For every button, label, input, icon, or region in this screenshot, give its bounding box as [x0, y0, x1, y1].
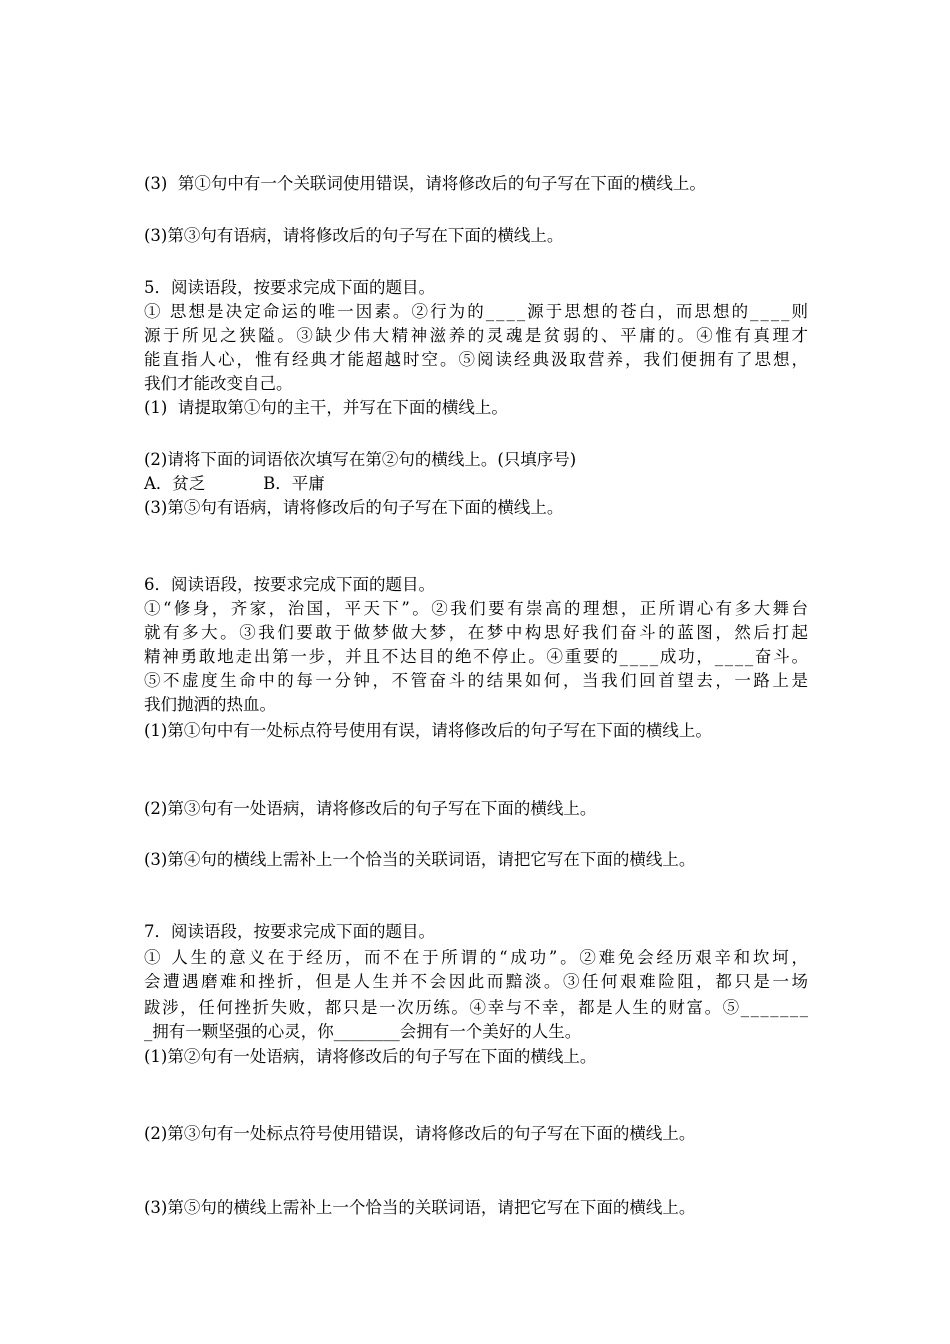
q5-heading: 5．阅读语段，按要求完成下面的题目。 — [144, 278, 435, 297]
q6-sub3-prompt: (3)第④句的横线上需补上一个恰当的关联词语，请把它写在下面的横线上。 — [144, 850, 696, 869]
q7-sub2-prompt: (2)第③句有一处标点符号使用错误，请将修改后的句子写在下面的横线上。 — [144, 1124, 696, 1143]
q4-sub3-prompt: (3) 第①句中有一个关联词使用错误，请将修改后的句子写在下面的横线上。 — [144, 174, 706, 193]
q5-sub2-prompt: (2)请将下面的词语依次填写在第②句的横线上。(只填序号) — [144, 450, 577, 469]
q6-passage-line-3: 精神勇敢地走出第一步，并且不达目的绝不停止。④重要的____成功，____奋斗。 — [144, 647, 810, 666]
q7-sub1-prompt: (1)第②句有一处语病，请将修改后的句子写在下面的横线上。 — [144, 1047, 597, 1066]
q4-sub3b-prompt: (3)第③句有语病，请将修改后的句子写在下面的横线上。 — [144, 226, 564, 245]
q5-sub1-prompt: (1) 请提取第①句的主干，并写在下面的横线上。 — [144, 398, 508, 417]
q7-passage-line-1: ① 人生的意义在于经历，而不在于所谓的“成功”。②难免会经历艰辛和坎坷， — [144, 948, 811, 967]
q6-sub1-prompt: (1)第①句中有一处标点符号使用有误，请将修改后的句子写在下面的横线上。 — [144, 721, 712, 740]
q5-passage-line-1: ① 思想是决定命运的唯一因素。②行为的____源于思想的苍白，而思想的____则 — [144, 302, 811, 321]
q6-passage-line-1: ①“修身，齐家，治国，平天下”。②我们要有崇高的理想，正所谓心有多大舞台 — [144, 599, 811, 618]
q6-passage-line-5: 我们抛洒的热血。 — [144, 695, 276, 714]
q5-passage-line-2: 源于所见之狭隘。③缺少伟大精神滋养的灵魂是贫弱的、平庸的。④惟有真理才 — [144, 326, 811, 345]
q5-sub3-prompt: (3)第⑤句有语病，请将修改后的句子写在下面的横线上。 — [144, 498, 564, 517]
q5-passage-line-3: 能直指人心，惟有经典才能超越时空。⑤阅读经典汲取营养，我们便拥有了思想， — [144, 350, 810, 369]
q7-heading: 7．阅读语段，按要求完成下面的题目。 — [144, 922, 435, 941]
q7-passage-line-2: 会遭遇磨难和挫折，但是人生并不会因此而黯淡。③任何艰难险阻，都只是一场 — [144, 972, 811, 991]
q6-passage-line-2: 就有多大。③我们要敢于做梦做大梦，在梦中构思好我们奋斗的蓝图，然后打起 — [144, 623, 811, 642]
q6-heading: 6．阅读语段，按要求完成下面的题目。 — [144, 575, 435, 594]
q6-passage-line-4: ⑤不虚度生命中的每一分钟，不管奋斗的结果如何，当我们回首望去，一路上是 — [144, 671, 811, 690]
q5-sub2-options: A．贫乏 B．平庸 — [144, 474, 325, 493]
q6-sub2-prompt: (2)第③句有一处语病，请将修改后的句子写在下面的横线上。 — [144, 799, 597, 818]
q7-passage-line-3: 跋涉，任何挫折失败，都只是一次历练。④幸与不幸，都是人生的财富。⑤_______ — [144, 998, 810, 1017]
q7-passage-line-4: _拥有一颗坚强的心灵，你________会拥有一个美好的人生。 — [144, 1022, 582, 1041]
q5-passage-line-4: 我们才能改变自己。 — [144, 374, 293, 393]
q7-sub3-prompt: (3)第⑤句的横线上需补上一个恰当的关联词语，请把它写在下面的横线上。 — [144, 1198, 696, 1217]
